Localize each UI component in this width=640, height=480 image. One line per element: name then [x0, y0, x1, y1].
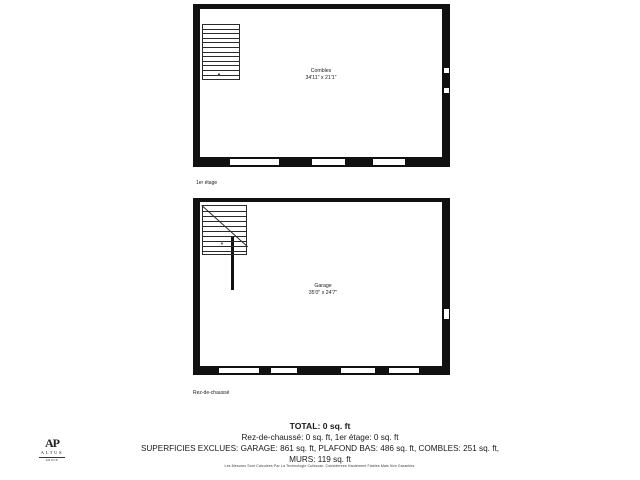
- excluded-areas: SUPERFICIES EXCLUES: GARAGE: 861 sq. ft, PLAFOND BAS: 486 sq. ft, COMBLES: 251 sq. ft,: [140, 444, 500, 453]
- logo-subtitle: GROUP: [45, 458, 59, 462]
- total-area-label: TOTAL: 0 sq. ft: [289, 421, 351, 431]
- altus-group-logo: [30, 437, 74, 463]
- logo-divider: [39, 457, 65, 458]
- staircase-upper: [202, 24, 240, 80]
- logo-name: ALTUS: [40, 450, 64, 455]
- caption-ground-floor: Rez-de-chaussé: [193, 390, 230, 396]
- room-dimensions: 35'0" x 24'7": [308, 290, 338, 296]
- window-right-2: [443, 88, 450, 93]
- room-label-garage: [283, 283, 363, 297]
- area-breakdown: Rez-de-chaussé: 0 sq. ft, 1er étage: 0 sq. ft: [241, 433, 399, 442]
- room-dimensions: 34'11" x 21'1": [305, 75, 337, 81]
- window-bottom-2: [312, 158, 345, 166]
- window-right-1: [443, 309, 450, 319]
- room-name: Garage: [314, 283, 332, 289]
- wall-top: [193, 198, 450, 202]
- staircase-ground: [202, 205, 247, 255]
- room-label-combles: [281, 68, 361, 82]
- stair-direction-arrow: ▲: [217, 71, 221, 76]
- garage-door-4: [389, 367, 419, 374]
- plan-upper-floor: [193, 4, 450, 167]
- walls-area: MURS: 119 sq. ft: [289, 455, 351, 464]
- wall-left: [193, 198, 200, 375]
- wall-left: [193, 4, 200, 167]
- area-summary: [0, 421, 640, 465]
- plan-ground-floor: [193, 198, 450, 375]
- stair-direction-arrow: ▼: [220, 241, 224, 246]
- room-name: Combles: [310, 68, 332, 74]
- garage-door-1: [219, 367, 259, 374]
- window-bottom-1: [230, 158, 279, 166]
- window-right-1: [443, 68, 450, 73]
- garage-door-3: [341, 367, 375, 374]
- measurement-disclaimer: Les Mesures Sont Calculees Par La Technologie Cubiscan. Considerees Hautement Fiables Mais Non Garanties.: [224, 464, 416, 468]
- caption-upper-floor: 1er étage: [196, 180, 218, 186]
- window-bottom-3: [373, 158, 405, 166]
- logo-mark: AP: [45, 436, 59, 450]
- garage-door-2: [271, 367, 297, 374]
- wall-right: [442, 198, 450, 375]
- wall-right: [442, 4, 450, 167]
- wall-top: [193, 4, 450, 9]
